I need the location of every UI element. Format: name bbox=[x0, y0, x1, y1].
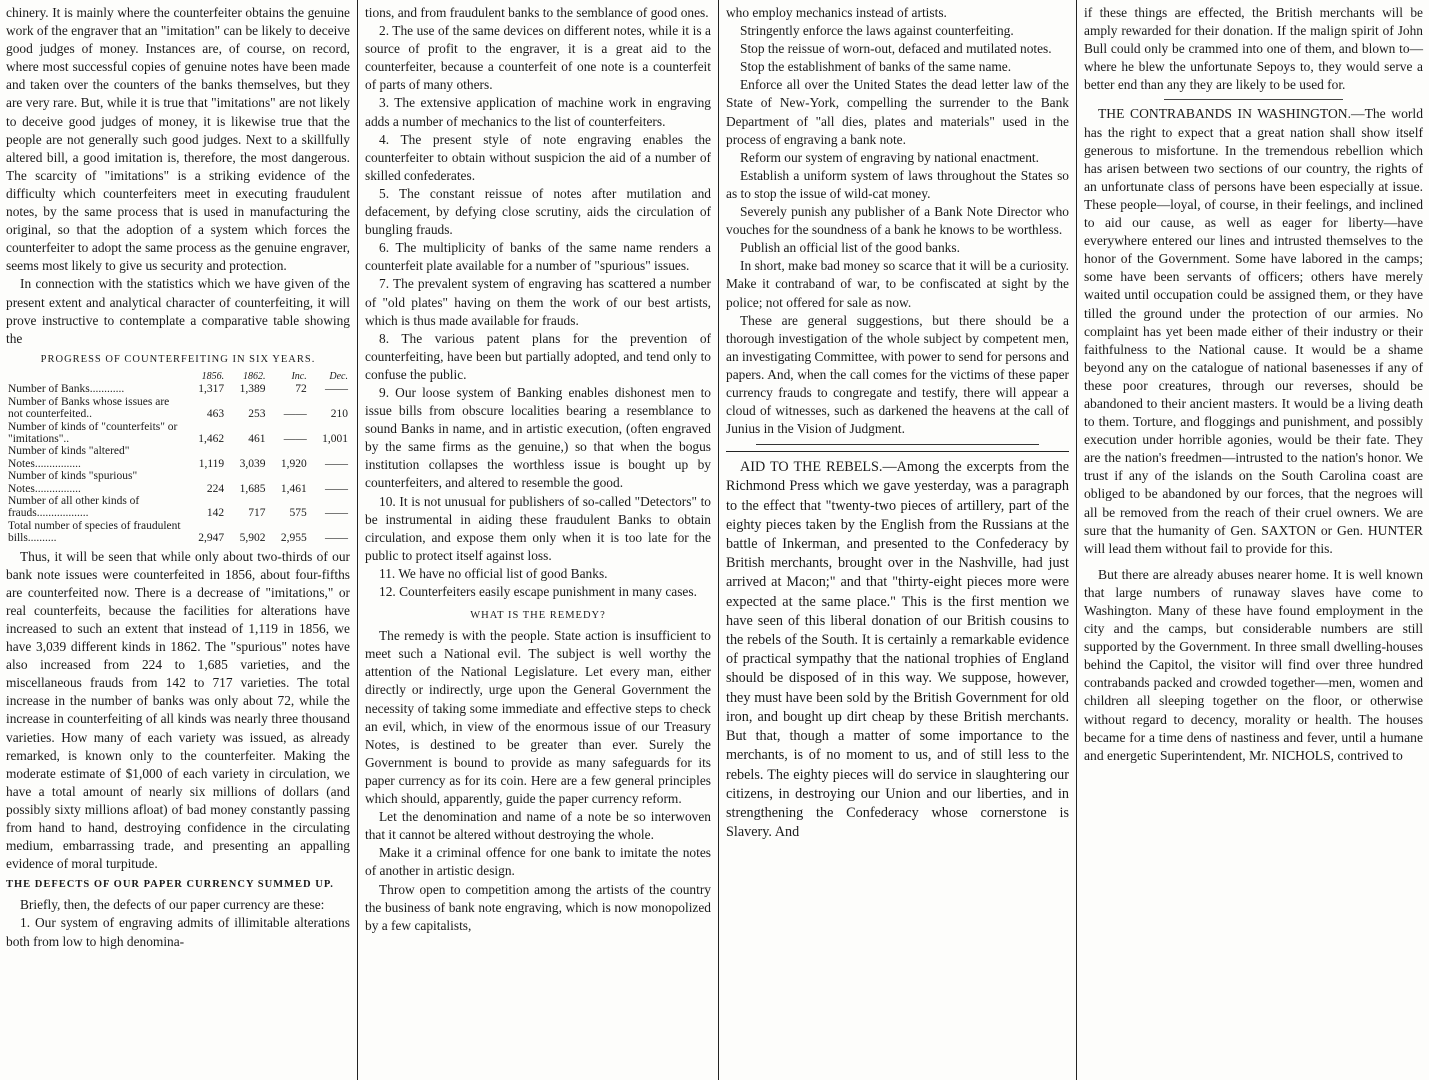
paragraph: if these things are effected, the British merchants will be amply rewarded for their donation. If the malign spirit of John Bull could only be crammed into one of them, and blown to—where he blew the unfortunate Sepoys to, they would serve a better end than any they are likely to be used for. bbox=[1084, 5, 1423, 93]
table-cell: 1,920 bbox=[280, 457, 307, 470]
list-item: In short, make bad money so scarce that it will be a curiosity. Make it contraband of war, to be confiscated at sight by the police; not offered for sale as now. bbox=[726, 258, 1069, 310]
list-item: 12. Counterfeiters easily escape punishment in many cases. bbox=[379, 584, 697, 599]
paragraph: But there are already abuses nearer home. It is well known that large numbers of runaway slaves have come to Washington. Many of these have found employment in the city and the camps, but considerable numbers are still supported by the Government. In three small dwelling-houses behind the Capitol, the visitor will find over three hundred contrabands packed and crowded together—men, women and children all sleeping together on the floor, or otherwise without regard to decency, morality or health. The houses became for a time dens of nastiness and fever, until a humane and energetic Superintendent, Mr. NICHOLS, contrived to bbox=[1084, 566, 1423, 763]
table-cell: 2,955 bbox=[280, 532, 307, 545]
table-cell: Number of all other kinds of frauds.................. bbox=[8, 494, 140, 520]
table-cell: 1,389 bbox=[239, 383, 266, 396]
table-header-row bbox=[6, 371, 350, 383]
table-cell: 1,119 bbox=[198, 457, 225, 470]
list-item: Stringently enforce the laws against counterfeiting. bbox=[740, 23, 1014, 39]
article-divider bbox=[1164, 99, 1343, 100]
table-cell: 1,001 bbox=[322, 432, 348, 445]
list-item: Publish an official list of the good banks. bbox=[740, 240, 960, 256]
paragraph: 1. Our system of engraving admits of illimitable alterations both from low to high denomina- bbox=[6, 915, 350, 949]
list-item: Establish a uniform system of laws throughout the States so as to stop the issue of wild-cat money. bbox=[726, 167, 1069, 201]
table-row bbox=[6, 383, 350, 395]
table-cell: Number of kinds of "counterfeits" or "imitations".. bbox=[8, 420, 178, 445]
list-item: 9. Our loose system of Banking enables dishonest men to issue bills from obscure localities bearing a resemblance to sound Banks in name, and in artistic execution, (often engraved by the same firms as the genuine,) so that when the bogus institution collapses the worthless issue is bought up by counterfeiters, and altered to resemble the good. bbox=[365, 384, 711, 491]
table-cell: 210 bbox=[330, 408, 348, 421]
paragraph: Briefly, then, the defects of our paper currency are these: bbox=[20, 897, 325, 913]
table-cell: 461 bbox=[248, 432, 266, 445]
column-rule bbox=[357, 0, 358, 1080]
column-2 bbox=[359, 0, 717, 1080]
table-cell: 575 bbox=[289, 507, 307, 520]
list-item: Reform our system of engraving by national enactment. bbox=[740, 149, 1039, 165]
list-item: Severely punish any publisher of a Bank Note Director who vouches for the soundness of a bank he knows to be worthless. bbox=[726, 204, 1069, 238]
table-cell: Total number of species of fraudulent bills.......... bbox=[8, 519, 181, 545]
table-cell: Number of Banks............ bbox=[8, 383, 125, 396]
paragraph: who employ mechanics instead of artists. bbox=[726, 5, 947, 20]
list-item: 2. The use of the same devices on different notes, while it is a source of profit to the engraver, it is a great aid to the counterfeiter, because a counterfeit of one note is a counterfeit of parts of many others. bbox=[365, 23, 711, 93]
table-cell: —— bbox=[283, 408, 307, 421]
article-body: —The world has the right to expect that a great nation shall show itself generous to misfortune. In the tremendous rebellion which has arisen between two sections of our country, the rights of an unfortunate class of persons have been especially at issue. These people—loyal, of course, in their feelings, and inclined to aid our cause, as well as eager for liberty—have everywhere entered our lines and intrusted themselves to the honor of the Government. Some have labored in the camps; some have been servants of officers; others have merely waited until occupation could be assigned them, or they have tilled the ground under the protection of our armies. No complaint has yet been made either of their industry or their faithfulness to the National cause. It would be a shame beyond any on the catalogue of national basenesses if any of these poor creatures, through our reverses, should be abandoned to their ancient masters. It would be a living death to them. Torture, and floggings and punishment, and possibly execution under horrible agonies, would be their fate. They are the nation's freedmen—intrusted to the nation's honor. We trust if any of the islands on the South Carolina coast are obliged to be abandoned by our forces, that the negroes will all be removed from the reach of their cruel owners. We are sure that the humanity of Gen. SAXTON or Gen. HUNTER will lead them without fail to provide for this. bbox=[1084, 106, 1424, 556]
table-cell: —— bbox=[325, 507, 348, 520]
paragraph: Thus, it will be seen that while only about two-thirds of our bank note issues were counterfeited in 1856, about four-fifths are counterfeited now. There is a decrease of "imitations," or real counterfeits, because the facilities for alterations have increased to such an extent that instead of 1,119 in 1856, we have 3,039 different kinds in 1862. The "spurious" notes have also increased from 224 to 1,685 varieties, and the miscellaneous frauds from 142 to 717 varieties. The total increase in the number of banks was only about 72, while the increase in counterfeiting of all kinds was nearly three thousand varieties. How many of each variety was issued, as already remarked, is known only to the counterfeiter. Making the moderate estimate of $1,000 of each variety in circulation, we have a total amount of nearly six millions of dollars (and possibly sixty millions afloat) of bad money constantly passing from hand to hand, destroying confidence in the circulating medium, embarrassing trade, and presenting an appalling evidence of moral turpitude. bbox=[6, 548, 350, 872]
paragraph: Make it a criminal offence for one bank to imitate the notes of another in artistic design. bbox=[365, 845, 711, 879]
article-title: THE CONTRABANDS IN WASHINGTON. bbox=[1098, 106, 1351, 122]
column-rule bbox=[718, 0, 719, 1080]
table-cell: Number of kinds "altered" Notes................ bbox=[8, 445, 130, 470]
paragraph: chinery. It is mainly where the counterfeiter obtains the genuine work of the engraver that an "imitation" can be likely to deceive good judges of money. Instances are, of course, on record, where most successful copies of genuine notes have been made and taken over the counters of the banks themselves, but they are very rare. But, while it is true that "imitations" are not likely to deceive good judges of money, it is likewise true that the people are not generally such good judges. Next to a skillfully altered bill, a good imitation is, therefore, the most dangerous. The scarcity of "imitations" is a striking evidence of the difficulty which counterfeiters meet in executing fraudulent notes, by the same process that is used in manufacturing the original, so that the adoption of a system which forces the counterfeiter to adopt the same process as the genuine engraver, seems most likely to give us security and protection. bbox=[6, 5, 350, 274]
table-cell: 5,902 bbox=[239, 532, 266, 545]
table-cell: —— bbox=[325, 457, 348, 470]
column-3 bbox=[720, 0, 1075, 1080]
table-cell: 142 bbox=[206, 507, 225, 520]
table-cell: 253 bbox=[248, 408, 266, 421]
paragraph: Throw open to competition among the artists of the country the business of bank note engraving, which is now monopolized by a few capitalists, bbox=[365, 881, 711, 933]
list-item: 11. We have no official list of good Banks. bbox=[379, 565, 608, 581]
table-cell: 2,947 bbox=[198, 532, 225, 545]
defects-list bbox=[365, 22, 711, 601]
table-cell: —— bbox=[325, 482, 348, 495]
table-cell: 1,317 bbox=[198, 383, 225, 396]
table-row bbox=[6, 421, 350, 446]
table-cell: 463 bbox=[206, 408, 225, 421]
list-item: Enforce all over the United States the dead letter law of the State of New-York, compelling the surrender to the Bank Department of "all dies, plates and materials" used in the process of engraving a bank note. bbox=[726, 77, 1069, 147]
section-heading: THE DEFECTS OF OUR PAPER CURRENCY SUMMED UP. bbox=[6, 879, 334, 891]
list-item: 5. The constant reissue of notes after mutilation and defacement, by defying close scrutiny, aids the circulation of bungling frauds. bbox=[365, 185, 711, 238]
table-cell: 72 bbox=[295, 383, 307, 396]
table-row bbox=[6, 445, 350, 470]
column-header: Inc. bbox=[291, 370, 307, 382]
column-1 bbox=[0, 0, 356, 1080]
table-title: PROGRESS OF COUNTERFEITING IN SIX YEARS. bbox=[40, 353, 316, 365]
list-item: Stop the establishment of banks of the same name. bbox=[740, 59, 1012, 75]
article-divider bbox=[756, 444, 1039, 445]
table-cell: 224 bbox=[206, 482, 225, 495]
list-item: These are general suggestions, but there should be a thorough investigation of the whole subject by competent men, an investigating Committee, with power to send for persons and papers. And, when the call comes for the victims of these paper currency frauds to congregate and testify, there will appear a cloud of witnesses, such as darkened the heavens at the call of Junius in the Vision of Judgment. bbox=[726, 312, 1069, 437]
section-heading: WHAT IS THE REMEDY? bbox=[470, 610, 606, 622]
table-cell: 1,462 bbox=[198, 432, 225, 445]
list-item: 4. The present style of note engraving enables the counterfeiter to obtain without suspicion the aid of a number of skilled confederates. bbox=[365, 131, 711, 183]
counterfeiting-table bbox=[6, 371, 350, 545]
table-row bbox=[6, 396, 350, 421]
paragraph: Let the denomination and name of a note be so interwoven that it cannot be altered without destroying the whole. bbox=[365, 809, 711, 843]
column-4 bbox=[1078, 0, 1429, 1080]
table-cell: 3,039 bbox=[239, 457, 266, 470]
column-header: 1862. bbox=[242, 370, 266, 382]
list-item: 10. It is not unusual for publishers of so-called "Detectors" to be instrumental in aiding these fraudulent Banks to obtain circulation, and expose them only when it is too late for the public to protect itself against loss. bbox=[365, 493, 711, 563]
article-title: AID TO THE REBELS. bbox=[740, 459, 883, 476]
table-row bbox=[6, 520, 350, 545]
table-cell: —— bbox=[283, 432, 307, 445]
list-item: 8. The various patent plans for the prevention of counterfeiting, have been but partially adopted, and tend only to confuse the public. bbox=[365, 330, 711, 382]
table-cell: —— bbox=[325, 532, 348, 545]
table-row bbox=[6, 470, 350, 495]
article-body: —Among the excerpts from the Richmond Press which we gave yesterday, was a paragraph to the effect that "twenty-two pieces of artillery, part of the eighty pieces taken by the English from the Russians at the battle of Inkerman, and presented to the Confederacy by British merchants, brought over in the Nashville, had just arrived at Macon;" and that "thirty-eight pieces more were expected at the same place." This is the first mention we have seen of this liberal donation of our British cousins to the rebels of the South. It is certainly a remarkable evidence of practical sympathy that the national trophies of England should be disposed of in this way. We suppose, however, they must have been sold by the British Government for old iron, and bought up dirt cheap by these British merchants. But that, though a matter of some importance to the merchants, is of no moment to us, and of still less to the rebels. The eighty pieces will do service in slaughtering our citizens, in destroying our Union and our liberties, and in strengthening the Confederacy whose cornerstone is Slavery. And bbox=[726, 459, 1069, 841]
table-cell: 1,461 bbox=[280, 482, 307, 495]
table-cell: 717 bbox=[248, 507, 266, 520]
list-item: 7. The prevalent system of engraving has scattered a number of "old plates" having on them the work of our best artists, which is thus made available for frauds. bbox=[365, 276, 711, 328]
column-header: 1856. bbox=[201, 370, 225, 382]
column-header: Dec. bbox=[329, 370, 348, 382]
table-row bbox=[6, 495, 350, 520]
column-rule bbox=[1076, 0, 1077, 1080]
article-aid-to-rebels bbox=[726, 451, 1069, 842]
paragraph: In connection with the statistics which we have given of the present extent and analytical character of counterfeiting, it will prove instructive to contemplate a comparative table showing the bbox=[6, 276, 350, 346]
list-item: 6. The multiplicity of banks of the same name renders a counterfeit plate available for a number of "spurious" issues. bbox=[365, 240, 711, 274]
table-cell: Number of Banks whose issues are not counterfeited.. bbox=[8, 395, 170, 421]
list-item: Stop the reissue of worn-out, defaced and mutilated notes. bbox=[740, 41, 1052, 57]
paragraph: The remedy is with the people. State action is insufficient to meet such a National evil. The subject is well worthy the attention of the National Legislature. Let every man, either directly or indirectly, urge upon the General Government the necessity of taking some immediate and effective steps to check an evil, which, in view of the enormous issue of our Treasury Notes, is destined to be greater than ever. Surely the Government is bound to provide as many safeguards for its paper currency as for its coin. Here are a few general principles which should, apparently, guide the paper currency reform. bbox=[365, 628, 711, 807]
list-item: 3. The extensive application of machine work in engraving adds a number of mechanics to the list of counterfeiters. bbox=[365, 95, 711, 129]
paragraph: tions, and from fraudulent banks to the semblance of good ones. bbox=[365, 5, 709, 20]
table-cell: —— bbox=[325, 383, 348, 396]
table-cell: 1,685 bbox=[239, 482, 266, 495]
remedy-list bbox=[726, 22, 1069, 438]
table-cell: Number of kinds "spurious" Notes................ bbox=[8, 470, 138, 495]
